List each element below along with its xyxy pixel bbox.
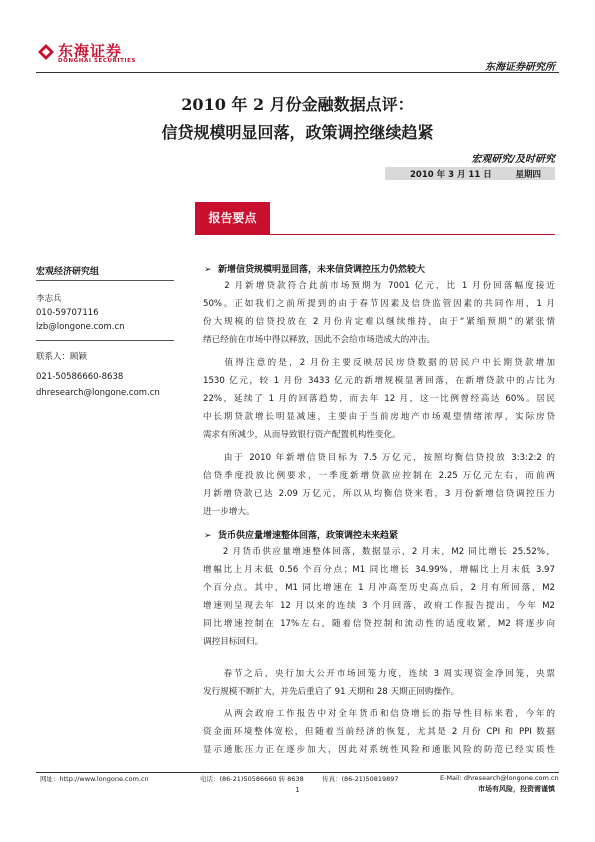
report-date: 2010 年 3 月 11 日	[410, 170, 492, 180]
paragraph-line: 值得注意的是，2 月份主要反映居民房贷数据的居民户中长期贷款增加	[203, 358, 555, 368]
paragraph-line: 50%。正如我们之前所提到的由于春节因素及信贷监管因素的共同作用，1 月	[203, 299, 555, 309]
left-divider	[36, 340, 174, 341]
report-title-line2: 信贷规模明显回落，政策调控继续趋紧	[161, 123, 434, 142]
footer-phone: 电话：(86-21)50586660 转 8638	[200, 775, 304, 783]
risk-disclaimer: 市场有风险，投资需谨慎	[478, 785, 555, 793]
report-category: 宏观研究/及时研究	[471, 154, 555, 165]
analyst-phone: 010-59707116	[36, 308, 99, 318]
contact-email[interactable]: dhresearch@longone.com.cn	[36, 388, 160, 398]
header-divider	[36, 72, 559, 73]
paragraph-line: 进一步增大。	[203, 507, 255, 517]
contact-phone: 021-50586660-8638	[36, 372, 124, 382]
paragraph-line: 个百分点。其中，M1 同比增速在 1 月冲高至历史高点后，2 月有所回落，M2	[203, 583, 555, 593]
left-divider	[36, 280, 174, 281]
paragraph-line: 增幅比上月末低 0.56 个百分点；M1 同比增长 34.99%，增幅比上月末低 3.97	[203, 565, 555, 575]
logo-mark-icon	[36, 42, 56, 62]
arrow-bullet-icon: ➢	[204, 531, 212, 541]
logo-text-cn: 东海证券	[58, 42, 123, 60]
contact-name: 顾颖	[70, 352, 88, 362]
paragraph-line: 显示通胀压力正在逐步加大，因此对系统性风险和通胀风险的防范已经实质性	[203, 745, 555, 755]
paragraph-line: 份大规模的信贷投放在 2 月份肯定难以继续维持，由于“紧缩预期”的紧张情	[203, 317, 555, 327]
report-title-line1: 2010 年 2 月份金融数据点评：	[181, 95, 414, 114]
institute-name: 东海证券研究所	[485, 62, 555, 73]
paragraph-line: 22%，延续了 1 月的回落趋势，而去年 12 月，这一比例曾经高达 60%。居民	[203, 394, 555, 404]
date-bar	[385, 167, 555, 180]
paragraph-line: 资金面环境整体宽松，但随着当前经济的恢复，尤其是 2 月份 CPI 和 PPI 数据	[203, 727, 555, 737]
paragraph-line: 需求有所减少，从而导致银行资产配置机构性变化。	[203, 430, 401, 440]
paragraph-line: 春节之后，央行加大公开市场回笼力度，连续 3 周实现资金净回笼，央票	[203, 669, 555, 679]
paragraph-line: 绪已经前在市场中得以释放，因此不会给市场造成大的冲击。	[203, 335, 436, 345]
section-divider	[195, 234, 555, 235]
contact-line	[36, 350, 87, 362]
paragraph-line: 信贷季度投放比例要求，一季度新增贷款应控制在 2.25 万亿元左右，而前两	[203, 471, 555, 481]
contact-label: 联系人：	[36, 352, 71, 362]
section-heading-text: 货币供应量增速整体回落，政策调控未来趋紧	[218, 531, 399, 541]
footer-website[interactable]: 网址：http://www.longone.com.cn	[40, 775, 149, 783]
page-number: 1	[295, 786, 300, 794]
analyst-email[interactable]: lzb@longone.com.cn	[36, 322, 125, 332]
arrow-bullet-icon: ➢	[204, 265, 212, 275]
research-group: 宏观经济研究组	[36, 267, 100, 277]
section-heading	[204, 528, 398, 541]
report-weekday: 星期四	[515, 170, 541, 180]
paragraph-line: 从两会政府工作报告中对全年货币和信贷增长的指导性目标来看，今年的	[203, 709, 555, 719]
section-tab: 报告要点	[195, 202, 270, 234]
paragraph-line: 1530 亿元，较 1 月份 3433 亿元的新增规模显著回落，在新增贷款中的占比为	[203, 376, 555, 386]
paragraph-line: 增速则呈现去年 12 月以来的连续 3 个月回落，政府工作报告提出，今年 M2	[203, 601, 555, 611]
paragraph-line: 2 月新增贷款符合此前市场预期为 7001 亿元，比 1 月份回落幅度接近	[203, 281, 555, 291]
paragraph-line: 由于 2010 年新增信贷目标为 7.5 万亿元，按照均衡信贷投放 3:3:2:2 的	[203, 453, 555, 463]
paragraph-line: 中长期贷款增长明显减速，主要由于当前房地产市场观望情绪浓厚，实际房贷	[203, 412, 555, 422]
section-heading	[204, 262, 425, 275]
footer-email[interactable]: E-Mail: dhresearch@longone.com.cn	[440, 774, 559, 782]
logo-text-en: DONGHAI SECURITIES	[58, 58, 136, 64]
footer-divider	[36, 772, 559, 773]
paragraph-line: 月新增贷款已达 2.09 万亿元，所以从均衡信贷来看，3 月份新增信贷调控压力	[203, 489, 555, 499]
section-heading-text: 新增信贷规模明显回落，未来信贷调控压力仍然较大	[218, 265, 426, 275]
paragraph-line: 调控目标回归。	[203, 637, 264, 647]
analyst-name: 李志兵	[36, 294, 62, 304]
footer-fax: 传真：(86-21)50819897	[322, 775, 399, 783]
company-logo	[36, 40, 156, 70]
paragraph-line: 同比增速控制在 17%左右，随着信贷控制和流动性的适度收紧，M2 将逐步向	[203, 619, 555, 629]
paragraph-line: 2 月货币供应量增速整体回落，数据显示，2 月末，M2 同比增长 25.52%，	[203, 547, 555, 557]
paragraph-line: 发行规模不断扩大，并先后重启了 91 天期和 28 天期正回购操作。	[203, 687, 460, 697]
